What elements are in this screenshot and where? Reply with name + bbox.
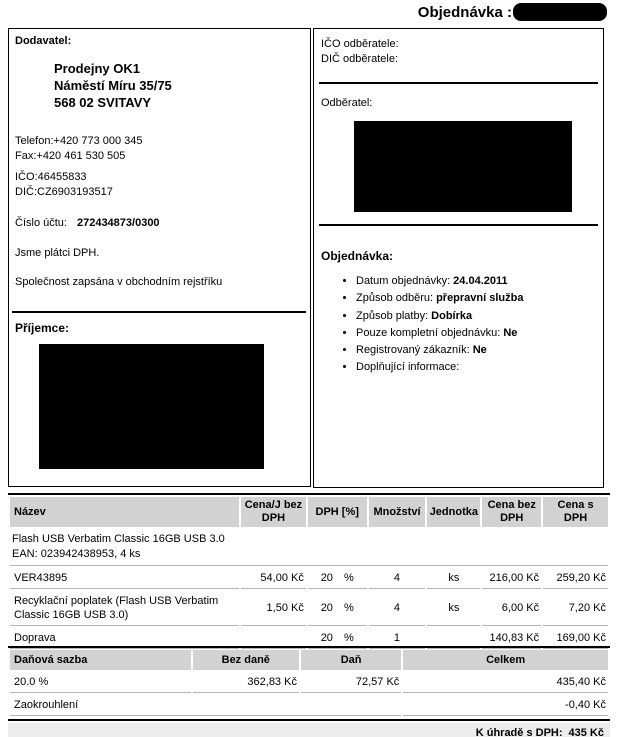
- supplier-name: Prodejny OK1: [54, 61, 140, 76]
- supplier-heading: Dodavatel:: [15, 35, 72, 47]
- col-header-unit: Jednotka: [427, 497, 480, 527]
- item-unit-price: 1,50 Kč: [241, 591, 306, 626]
- order-detail-payment: • Způsob platby: Dobírka: [356, 308, 523, 325]
- vat-payer-note: Jsme plátci DPH.: [15, 247, 100, 259]
- supplier-ico: IČO:46455833: [15, 171, 87, 183]
- order-detail-date: • Datum objednávky: 24.04.2011: [356, 273, 523, 290]
- redacted-recipient-block: [39, 344, 264, 469]
- col-header-total: Celkem: [403, 650, 608, 670]
- product-title: Flash USB Verbatim Classic 16GB USB 3.0: [12, 533, 225, 545]
- col-header-name: Název: [10, 497, 239, 527]
- item-unit-price: 54,00 Kč: [241, 568, 306, 589]
- col-header-net: Cena bez DPH: [482, 497, 541, 527]
- items-table: [8, 493, 610, 651]
- col-header-tax-rate: Daňová sazba: [10, 650, 191, 670]
- grand-total-bar: [8, 723, 610, 737]
- item-name: Doprava: [10, 628, 239, 649]
- items-header-row: [10, 497, 608, 527]
- item-gross: 259,20 Kč: [543, 568, 608, 589]
- item-name: Recyklační poplatek (Flash USB Verbatim Classic 16GB USB 3.0): [10, 591, 239, 626]
- summary-section: [8, 646, 610, 737]
- col-header-vat: DPH [%]: [308, 497, 367, 527]
- order-detail-delivery: • Způsob odběru: přepravní služba: [356, 290, 523, 307]
- table-row: [10, 591, 608, 626]
- supplier-phone: Telefon:+420 773 000 345: [15, 135, 143, 147]
- item-net: 216,00 Kč: [482, 568, 541, 589]
- rounding-label: Zaokrouhlení: [10, 695, 401, 716]
- item-net: 6,00 Kč: [482, 591, 541, 626]
- document-title-row: [418, 3, 607, 21]
- account-number: 272434873/0300: [76, 217, 160, 229]
- col-header-qty: Množství: [369, 497, 426, 527]
- col-header-tax: Daň: [301, 650, 401, 670]
- registry-note: Společnost zapsána v obchodním rejstříku: [15, 276, 223, 288]
- customer-divider-bottom: [319, 224, 598, 226]
- col-header-unit-price: Cena/J bez DPH: [241, 497, 306, 527]
- order-detail-complete-only: • Pouze kompletní objednávku: Ne: [356, 325, 523, 342]
- tax-summary-table: [8, 646, 610, 718]
- grand-total-label: K úhradě s DPH:: [475, 727, 563, 737]
- order-details-list: [340, 273, 523, 377]
- tax-rate: 20.0 %: [10, 672, 191, 693]
- tax-rate-row: [10, 672, 608, 693]
- total-divider: [8, 719, 610, 721]
- supplier-divider: [12, 311, 306, 313]
- account-label: Číslo účtu:: [15, 217, 67, 229]
- items-table-section: [8, 493, 610, 651]
- table-row: [10, 568, 608, 589]
- customer-dic-label: DIČ odběratele:: [321, 53, 399, 65]
- col-header-gross: Cena s DPH: [543, 497, 608, 527]
- tax-net: 362,83 Kč: [193, 672, 299, 693]
- rounding-value: -0,40 Kč: [403, 695, 608, 716]
- order-detail-notes: • Doplňující informace:: [356, 359, 523, 376]
- item-vat: 20 %: [308, 628, 367, 649]
- item-unit: ks: [427, 568, 480, 589]
- customer-ico-label: IČO odběratele:: [321, 38, 399, 50]
- supplier-box: [8, 28, 311, 487]
- order-detail-registered: • Registrovaný zákazník: Ne: [356, 342, 523, 359]
- rounding-row: [10, 695, 608, 716]
- item-qty: 4: [369, 591, 426, 626]
- tax-total: 435,40 Kč: [403, 672, 608, 693]
- item-net: 140,83 Kč: [482, 628, 541, 649]
- supplier-city: 568 02 SVITAVY: [54, 95, 152, 110]
- item-qty: 4: [369, 568, 426, 589]
- recipient-heading: Příjemce:: [15, 321, 70, 335]
- item-qty: 1: [369, 628, 426, 649]
- tax-amount: 72,57 Kč: [301, 672, 401, 693]
- grand-total-value: 435 Kč: [568, 727, 604, 737]
- customer-heading: Odběratel:: [321, 97, 373, 109]
- supplier-dic: DIČ:CZ6903193517: [15, 186, 113, 198]
- supplier-fax: Fax:+420 461 530 505: [15, 150, 126, 162]
- item-gross: 7,20 Kč: [543, 591, 608, 626]
- order-heading: Objednávka:: [321, 249, 394, 263]
- supplier-address: [54, 60, 172, 111]
- product-title-row: [10, 529, 608, 566]
- item-gross: 169,00 Kč: [543, 628, 608, 649]
- item-vat: 20 %: [308, 591, 367, 626]
- customer-divider-top: [319, 82, 598, 84]
- redacted-order-number: [513, 3, 607, 21]
- page-title: Objednávka :: [417, 3, 512, 21]
- customer-box: [313, 28, 604, 488]
- col-header-net-total: Bez daně: [193, 650, 299, 670]
- item-vat: 20 %: [308, 568, 367, 589]
- supplier-street: Náměstí Míru 35/75: [54, 78, 172, 93]
- item-unit: ks: [427, 591, 480, 626]
- supplier-account: [15, 217, 160, 230]
- product-ean: EAN: 023942438953, 4 ks: [12, 548, 141, 560]
- product-title-cell: [10, 529, 608, 566]
- redacted-customer-block: [354, 121, 572, 212]
- summary-header-row: [10, 650, 608, 670]
- item-sku: VER43895: [10, 568, 239, 589]
